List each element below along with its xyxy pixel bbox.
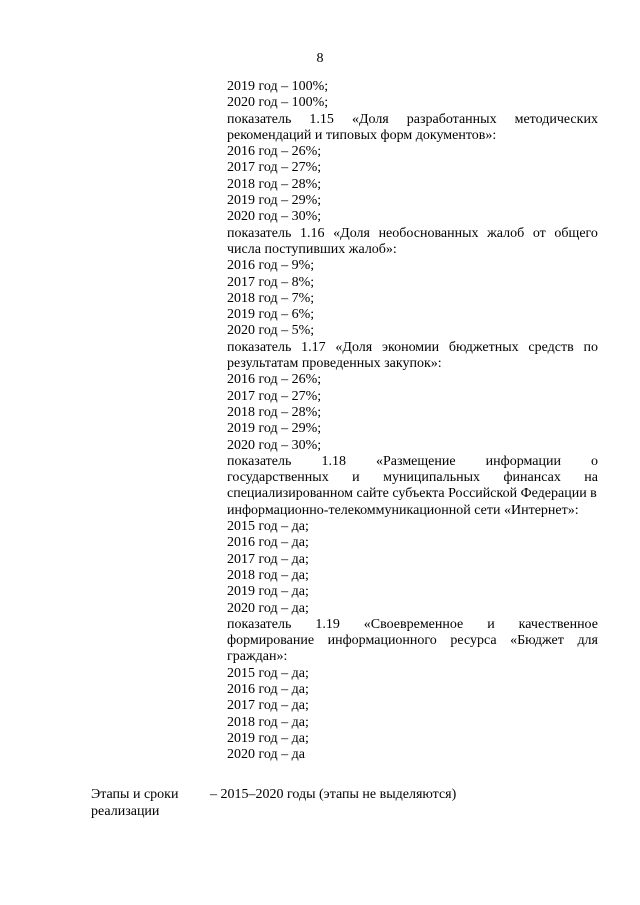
- text-line: специализированном сайте субъекта Российской Федерации в: [227, 486, 597, 502]
- text-line: 2020 год – 30%;: [227, 209, 322, 225]
- text-line: 2020 год – 30%;: [227, 437, 322, 453]
- stages-label: [91, 786, 201, 820]
- text-line: 2016 год – 9%;: [227, 258, 315, 274]
- indicator-1-19-heading: [227, 617, 598, 633]
- stages-value-text: 2015–2020 годы (этапы не выделяются): [220, 787, 457, 802]
- text-line: 2016 год – 26%;: [227, 144, 322, 160]
- word: на: [584, 470, 598, 486]
- indicator-1-19-line-2: [227, 633, 598, 649]
- text-line: 2020 год – 5%;: [227, 323, 315, 339]
- word: по: [583, 339, 598, 355]
- text-line: 2019 год – 29%;: [227, 193, 322, 209]
- text-line: 2015 год – да;: [227, 519, 309, 535]
- word: разработанных: [406, 111, 497, 127]
- text-line: 2020 год – да: [227, 747, 305, 763]
- stages-label-line-2: реализации: [91, 804, 160, 819]
- word: 1.15: [309, 111, 334, 127]
- indicators-text: [227, 79, 598, 763]
- text-line: 2019 год – 29%;: [227, 421, 322, 437]
- word: для: [577, 633, 598, 649]
- text-line: 2018 год – 7%;: [227, 290, 315, 306]
- text-line: граждан»:: [227, 649, 288, 665]
- word: 1.18: [321, 453, 346, 469]
- text-line: 2016 год – да;: [227, 535, 309, 551]
- word: муниципальных: [383, 470, 481, 486]
- word: «Своевременное: [363, 616, 464, 632]
- word: показатель: [227, 616, 292, 632]
- text-line: 2016 год – 26%;: [227, 372, 322, 388]
- word: средств: [528, 339, 574, 355]
- indicator-1-18-heading: [227, 454, 598, 470]
- word: необоснованных: [378, 225, 479, 241]
- word: экономии: [381, 339, 440, 355]
- text-line: информационно-телекоммуникационной сети «Интернет»:: [227, 502, 579, 518]
- text-line: рекомендаций и типовых форм документов»:: [227, 127, 497, 143]
- word: показатель: [227, 453, 292, 469]
- text-line: 2018 год – да;: [227, 567, 309, 583]
- indicator-1-16-heading: [227, 226, 598, 242]
- word: «Доля: [335, 339, 373, 355]
- text-line: 2020 год – 100%;: [227, 95, 329, 111]
- word: 1.19: [315, 616, 340, 632]
- text-line: 2017 год – да;: [227, 698, 309, 714]
- indicator-1-17-heading: [227, 340, 598, 356]
- word: и: [352, 470, 360, 486]
- text-line: 2019 год – 100%;: [227, 79, 329, 94]
- word: и: [487, 616, 495, 632]
- text-line: 2020 год – да;: [227, 600, 309, 616]
- word: информационного: [327, 633, 437, 649]
- word: показатель: [227, 225, 292, 241]
- word: от: [532, 225, 546, 241]
- stages-label-line-1: Этапы и сроки: [91, 787, 179, 802]
- word: методических: [514, 111, 598, 127]
- word: показатель: [227, 339, 292, 355]
- text-line: 2018 год – да;: [227, 714, 309, 730]
- word: ресурса: [450, 633, 497, 649]
- word: «Размещение: [375, 453, 456, 469]
- text-line: 2015 год – да;: [227, 665, 309, 681]
- text-line: 2017 год – 8%;: [227, 274, 315, 290]
- word: формирование: [227, 633, 315, 649]
- word: «Бюджет: [510, 633, 564, 649]
- word: 1.16: [300, 225, 325, 241]
- text-line: 2019 год – да;: [227, 730, 309, 746]
- text-line: 2017 год – да;: [227, 551, 309, 567]
- word: «Доля: [333, 225, 370, 241]
- text-line: числа поступивших жалоб»:: [227, 241, 397, 257]
- text-line: 2019 год – да;: [227, 584, 309, 600]
- word: информации: [485, 453, 561, 469]
- indicator-1-18-line-2: [227, 470, 598, 486]
- text-line: 2019 год – 6%;: [227, 307, 315, 323]
- text-line: результатам проведенных закупок»:: [227, 356, 442, 372]
- text-line: 2016 год – да;: [227, 681, 309, 697]
- stages-value: [210, 786, 456, 803]
- word: жалоб: [487, 225, 525, 241]
- word: 1.17: [301, 339, 326, 355]
- stages-dash: –: [210, 787, 217, 802]
- word: государственных: [227, 470, 329, 486]
- word: «Доля: [351, 111, 389, 127]
- indicator-1-15-heading: [227, 112, 598, 128]
- word: общего: [554, 225, 598, 241]
- text-line: 2017 год – 27%;: [227, 160, 322, 176]
- word: бюджетных: [448, 339, 519, 355]
- page-number: 8: [316, 51, 324, 66]
- word: о: [591, 453, 598, 469]
- text-line: 2017 год – 27%;: [227, 388, 322, 404]
- word: финансах: [503, 470, 561, 486]
- word: качественное: [518, 616, 598, 632]
- text-line: 2018 год – 28%;: [227, 176, 322, 192]
- text-line: 2018 год – 28%;: [227, 404, 322, 420]
- word: показатель: [227, 111, 292, 127]
